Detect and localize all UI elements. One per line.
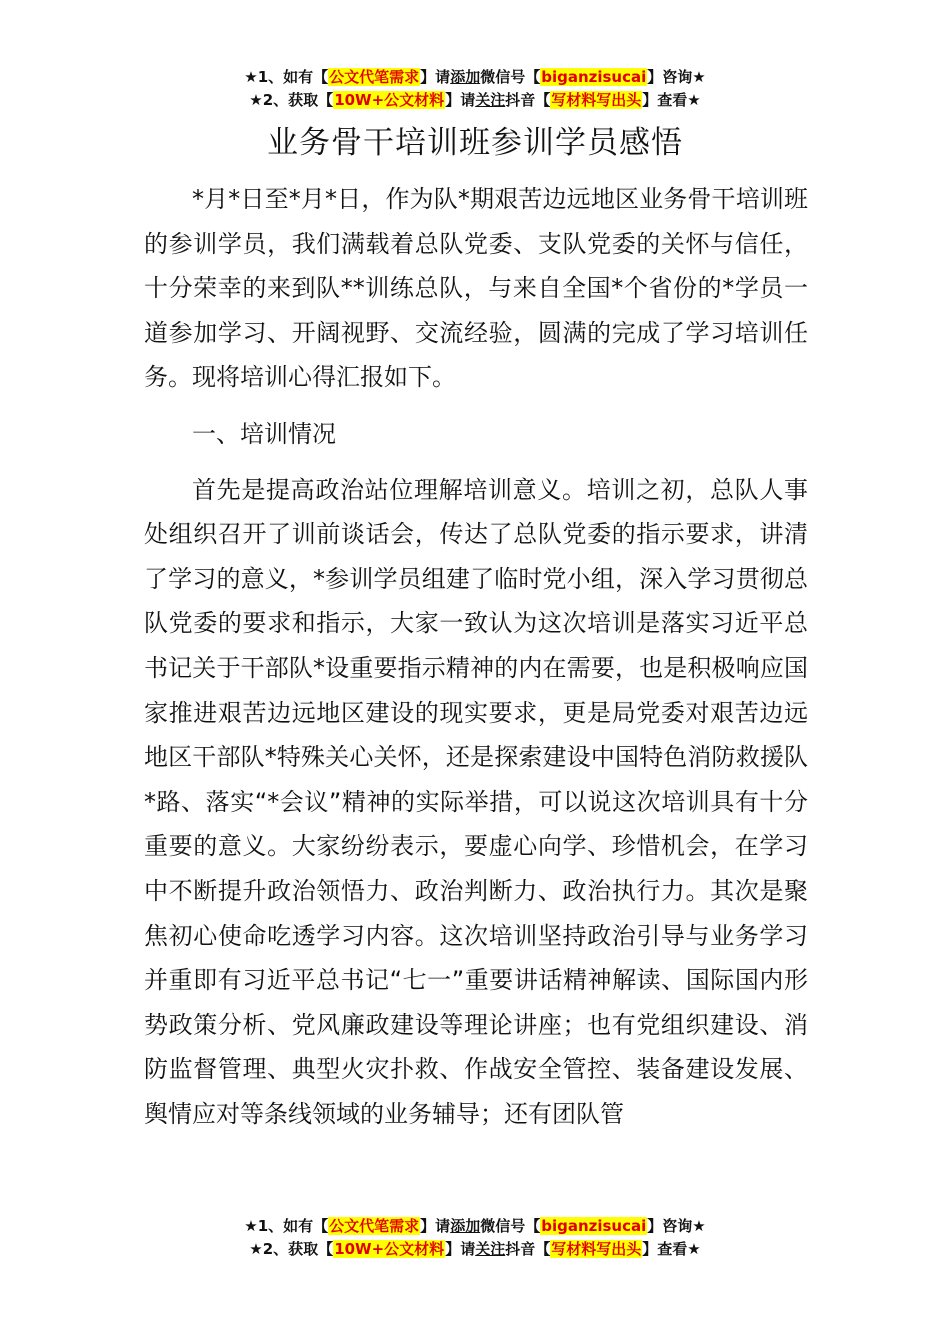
- banner-line-1: [0, 66, 950, 89]
- banner-line-1: [0, 1215, 950, 1238]
- section-heading: 一、培训情况: [192, 419, 336, 448]
- banner-line-2: [0, 89, 950, 112]
- banner-highlight: 10W+公文材料: [334, 1240, 445, 1258]
- banner-highlight: 公文代笔需求: [329, 68, 420, 86]
- banner-text: 】请: [420, 68, 451, 86]
- banner-highlight: biganzisucai: [541, 68, 647, 86]
- footer-banner: [0, 1215, 950, 1261]
- banner-highlight: 公文代笔需求: [329, 1217, 420, 1235]
- banner-text: 】查看★: [642, 1240, 701, 1258]
- banner-underlined-text: 添加: [450, 68, 481, 86]
- banner-line-2: [0, 1238, 950, 1261]
- banner-highlight: biganzisucai: [541, 1217, 647, 1235]
- header-banner: [0, 66, 950, 112]
- document-body: [144, 177, 808, 1136]
- banner-text: 】咨询★: [647, 68, 706, 86]
- paragraph-intro: *月*日至*月*日，作为队*期艰苦边远地区业务骨干培训班的参训学员，我们满载着总队党委、支队党委的关怀与信任，十分荣幸的来到队**训练总队，与来自全国*个省份的*学员一道参加学习、开阔视野、交流经验，圆满的完成了学习培训任务。现将培训心得汇报如下。: [144, 185, 808, 392]
- banner-highlight: 10W+公文材料: [334, 91, 445, 109]
- banner-text: ★2、获取【: [249, 91, 334, 109]
- banner-underlined-text: 关注: [475, 91, 506, 109]
- banner-text: ★1、如有【: [244, 68, 329, 86]
- banner-text: 】查看★: [642, 91, 701, 109]
- banner-text: 】咨询★: [647, 1217, 706, 1235]
- banner-text: 】请: [445, 91, 476, 109]
- paragraph-body: 首先是提高政治站位理解培训意义。培训之初，总队人事处组织召开了训前谈话会，传达了总队党委的指示要求，讲清了学习的意义，*参训学员组建了临时党小组，深入学习贯彻总队党委的要求和指示，大家一致认为这次培训是落实习近平总书记关于干部队*设重要指示精神的内在需要，也是积极响应国家推进艰苦边远地区建设的现实要求，更是局党委对艰苦边远地区干部队*特殊关心关怀，还是探索建设中国特色消防救援队*路、落实“*会议”精神的实际举措，可以说这次培训具有十分重要的意义。大家纷纷表示，要虚心向学、珍惜机会，在学习中不断提升政治领悟力、政治判断力、政治执行力。其次是聚焦初心使命吃透学习内容。这次培训坚持政治引导与业务学习并重即有习近平总书记“七一”重要讲话精神解读、国际国内形势政策分析、党风廉政建设等理论讲座；也有党组织建设、消防监督管理、典型火灾扑救、作战安全管控、装备建设发展、舆情应对等条线领域的业务辅导；还有团队管: [144, 475, 808, 1128]
- banner-text: ★2、获取【: [249, 1240, 334, 1258]
- banner-highlight: 写材料写出头: [551, 91, 642, 109]
- banner-text: ★1、如有【: [244, 1217, 329, 1235]
- banner-underlined-text: 关注: [475, 1240, 506, 1258]
- banner-underlined-text: 添加: [450, 1217, 481, 1235]
- document-title: 业务骨干培训班参训学员感悟: [267, 125, 683, 161]
- banner-text: 】请: [445, 1240, 476, 1258]
- banner-text: 】请: [420, 1217, 451, 1235]
- banner-highlight: 写材料写出头: [551, 1240, 642, 1258]
- banner-text: 微信号【: [480, 1217, 541, 1235]
- banner-text: 抖音【: [505, 91, 551, 109]
- banner-text: 抖音【: [505, 1240, 551, 1258]
- banner-text: 微信号【: [480, 68, 541, 86]
